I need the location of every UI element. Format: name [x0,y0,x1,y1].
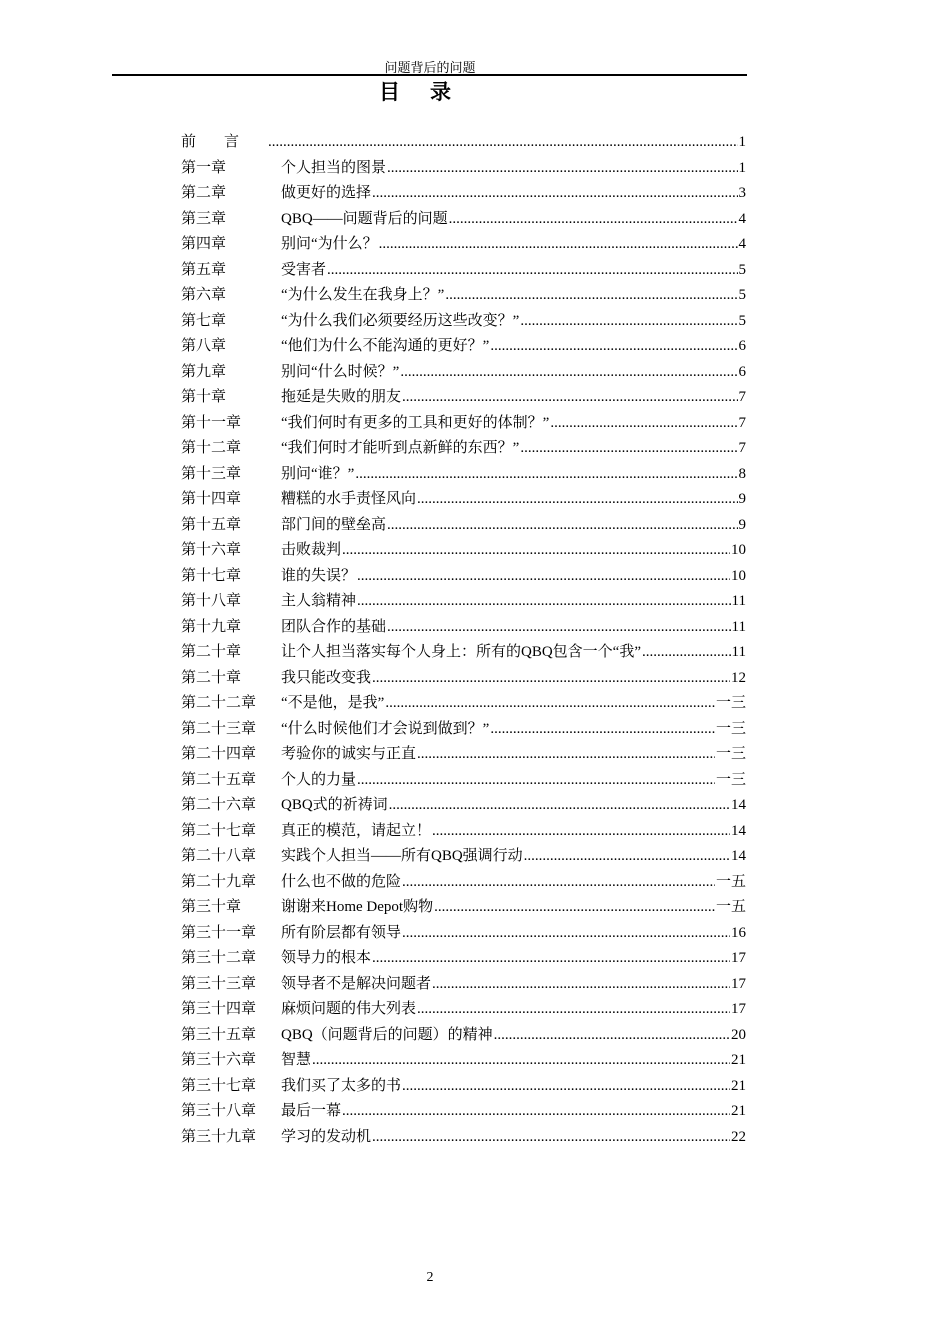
dot-leader [432,972,730,998]
toc-entry-title: 拖延是失败的朋友 [281,389,402,405]
toc-entry[interactable] [181,1074,746,1100]
toc-page-number: 21 [731,1103,746,1119]
toc-entry-title: “为什么发生在我身上？” [281,287,445,303]
toc-entry[interactable] [181,360,746,386]
toc-entry-title: 做更好的选择 [281,185,372,201]
toc-entry[interactable] [181,513,746,539]
dot-leader [417,487,737,513]
toc-chapter-label: 第三十三章 [181,975,257,992]
dot-leader [372,1125,730,1151]
toc-page-number: 5 [738,312,746,329]
toc-page-number: 9 [738,516,746,533]
dot-leader [524,844,730,870]
dot-leader [402,1074,730,1100]
toc-heading: 目录 [379,80,481,104]
toc-chapter-label: 第二十章 [181,669,242,686]
toc-chapter-label: 第三十八章 [181,1103,257,1119]
toc-page-number: 8 [738,465,746,482]
toc-chapter-label: 第十八章 [181,593,242,609]
toc-page-number: 17 [731,950,746,966]
dot-leader [449,207,738,233]
toc-entry-title: 个人的力量 [281,771,357,788]
toc-entry-title: 团队合作的基础 [281,618,387,635]
toc-chapter-label: 第二十三章 [181,720,257,737]
toc-chapter-label: 第三十六章 [181,1052,257,1068]
toc-page-number: 17 [731,975,746,992]
toc-chapter-label: 第三十九章 [181,1128,257,1145]
dot-leader [387,156,737,182]
toc-chapter-label: 第十五章 [181,516,242,533]
toc-page-number: 14 [731,848,746,864]
toc-entry-title: 部门间的壁垒高 [281,516,387,533]
toc-chapter-label: 第二十章 [181,644,242,660]
toc-chapter-label: 第十七章 [181,567,242,584]
toc-entry[interactable] [181,870,746,896]
toc-entry[interactable] [181,538,746,564]
toc-chapter-label: 第十章 [181,389,227,405]
dot-leader [372,946,730,972]
toc-entry[interactable] [181,411,746,437]
toc-entry[interactable] [181,1023,746,1049]
toc-page-number: 1 [738,159,746,176]
toc-entry[interactable] [181,436,746,462]
toc-entry[interactable] [181,972,746,998]
dot-leader [494,1023,730,1049]
toc-entry[interactable] [181,768,746,794]
toc-entry-title: 主人翁精神 [281,593,357,609]
toc-entry[interactable] [181,997,746,1023]
toc-chapter-label: 第三十二章 [181,950,257,966]
toc-page-number: 16 [731,924,746,941]
toc-entry-title: 别问“为什么？ [281,236,378,252]
toc-entry[interactable] [181,487,746,513]
toc-page-number: 21 [731,1052,746,1068]
toc-entry[interactable] [181,283,746,309]
toc-chapter-label: 第十二章 [181,440,242,456]
toc-entry-title: 真正的模范，请起立！ [281,822,432,839]
toc-page-number: 12 [731,669,746,686]
toc-entry[interactable] [181,462,746,488]
toc-entry[interactable] [181,946,746,972]
toc-chapter-label: 第二十九章 [181,873,257,890]
toc-chapter-label: 第二章 [181,185,227,201]
toc-entry-title: 考验你的诚实与正直 [281,746,417,762]
toc-chapter-label: 第二十五章 [181,771,257,788]
toc-chapter-label: 第二十七章 [181,822,257,839]
toc-chapter-label: 第三十五章 [181,1026,257,1043]
dot-leader [490,717,715,743]
toc-chapter-label: 第二十八章 [181,848,257,864]
toc-entry-title: 学习的发动机 [281,1128,372,1145]
toc-entry-title: 实践个人担当——所有QBQ强调行动 [281,848,523,864]
dot-leader [379,232,738,258]
running-header: 问题背后的问题 [384,60,476,75]
toc-page-number: 1 [738,134,746,150]
toc-page-number: 一三 [715,771,746,788]
toc-chapter-label: 第二十六章 [181,797,257,813]
toc-entry[interactable] [181,334,746,360]
toc-entry[interactable] [181,895,746,921]
toc-entry-title: 最后一幕 [281,1103,342,1119]
toc-chapter-label: 第十六章 [181,542,242,558]
toc-chapter-label: 第一章 [181,159,227,176]
toc-chapter-label: 第六章 [181,287,227,303]
dot-leader [432,819,730,845]
toc-page-number: 5 [738,287,746,303]
toc-entry[interactable] [181,691,746,717]
dot-leader [387,513,737,539]
toc-entry-title: “不是他，是我” [281,695,385,711]
dot-leader [385,691,715,717]
dot-leader [490,334,737,360]
toc-entry-title: 糟糕的水手责怪风向 [281,491,417,507]
toc-page-number: 一三 [715,695,746,711]
dot-leader [327,258,737,284]
toc-chapter-label: 第三十四章 [181,1001,257,1017]
toc-entry-title: QBQ——问题背后的问题 [281,210,448,227]
toc-entry-title: 个人担当的图景 [281,159,387,176]
toc-entry-title: 我们买了太多的书 [281,1077,402,1094]
toc-entry-title: 受害者 [281,261,327,278]
toc-entry[interactable] [181,207,746,233]
toc-page-number: 9 [738,491,746,507]
toc-chapter-label: 前言 [181,134,268,150]
dot-leader [402,385,737,411]
toc-entry[interactable] [181,1099,746,1125]
toc-page-number: 11 [731,644,746,660]
toc-entry[interactable] [181,615,746,641]
dot-leader [520,436,737,462]
toc-entry[interactable] [181,666,746,692]
dot-leader [445,283,737,309]
toc-entry[interactable] [181,589,746,615]
dot-leader [268,130,737,156]
toc-entry-title: 我只能改变我 [281,669,372,686]
toc-entry[interactable] [181,742,746,768]
toc-entry-title: 什么也不做的危险 [281,873,402,890]
toc-page-number: 14 [731,797,746,813]
dot-leader [389,793,730,819]
dot-leader [417,742,715,768]
dot-leader [357,768,715,794]
dot-leader [342,538,730,564]
toc-page-number: 11 [731,593,746,609]
toc-entry[interactable] [181,844,746,870]
toc-chapter-label: 第十九章 [181,618,242,635]
toc-entry[interactable] [181,385,746,411]
toc-page-number: 6 [738,338,746,354]
toc-page-number: 20 [731,1026,746,1043]
toc-page-number: 5 [738,261,746,278]
toc-entry-title: “什么时候他们才会说到做到？” [281,720,490,737]
toc-page-number: 一三 [715,720,746,737]
toc-entry[interactable] [181,1125,746,1151]
toc-entry-title: 领导力的根本 [281,950,372,966]
toc-entry[interactable] [181,1048,746,1074]
toc-page-number: 7 [738,440,746,456]
dot-leader [312,1048,730,1074]
toc-chapter-label: 第九章 [181,363,227,380]
toc-chapter-label: 第八章 [181,338,227,354]
toc-entry-title: 别问“什么时候？” [281,363,400,380]
toc-page-number: 10 [731,567,746,584]
toc-page-number: 21 [731,1077,746,1094]
toc-chapter-label: 第三十七章 [181,1077,257,1094]
toc-page-number: 7 [738,414,746,431]
toc-entry-title: QBQ式的祈祷词 [281,797,388,813]
toc-page-number: 7 [738,389,746,405]
table-of-contents [181,130,746,1150]
toc-chapter-label: 第三十章 [181,899,242,915]
toc-entry[interactable] [181,793,746,819]
toc-entry[interactable] [181,819,746,845]
page-number: 2 [426,1270,434,1285]
toc-page-number: 6 [738,363,746,380]
toc-chapter-label: 第十一章 [181,414,242,431]
toc-page-number: 4 [738,210,746,227]
dot-leader [387,615,731,641]
toc-page-number: 17 [731,1001,746,1017]
dot-leader [402,870,715,896]
toc-entry-title: QBQ（问题背后的问题）的精神 [281,1026,493,1043]
toc-entry[interactable] [181,258,746,284]
toc-entry-title: 智慧 [281,1052,312,1068]
toc-page-number: 14 [731,822,746,839]
toc-chapter-label: 第二十四章 [181,746,257,762]
toc-entry-title: 谢谢来Home Depot购物 [281,899,434,915]
dot-leader [400,360,737,386]
dot-leader [355,462,737,488]
dot-leader [342,1099,730,1125]
toc-page-number: 22 [731,1128,746,1145]
toc-entry-title: 让个人担当落实每个人身上：所有的QBQ包含一个“我” [281,644,641,660]
toc-page-number: 一三 [715,746,746,762]
toc-chapter-label: 第三章 [181,210,227,227]
dot-leader [372,666,730,692]
toc-entry[interactable] [181,181,746,207]
toc-entry[interactable] [181,309,746,335]
toc-entry[interactable] [181,921,746,947]
toc-entry-title: 所有阶层都有领导 [281,924,402,941]
dot-leader [520,309,737,335]
toc-entry[interactable] [181,232,746,258]
toc-page-number: 一五 [715,873,746,890]
toc-chapter-label: 第三十一章 [181,924,257,941]
toc-page-number: 4 [738,236,746,252]
toc-entry[interactable] [181,564,746,590]
toc-entry-title: “我们何时才能听到点新鲜的东西？” [281,440,520,456]
toc-page-number: 3 [738,185,746,201]
toc-entry-title: 麻烦问题的伟大列表 [281,1001,417,1017]
toc-entry-title: 击败裁判 [281,542,342,558]
toc-page-number: 10 [731,542,746,558]
toc-page-number: 一五 [715,899,746,915]
toc-chapter-label: 第二十二章 [181,695,257,711]
dot-leader [642,640,731,666]
dot-leader [550,411,737,437]
toc-chapter-label: 第十四章 [181,491,242,507]
toc-entry-title: “我们何时有更多的工具和更好的体制？” [281,414,550,431]
toc-entry[interactable] [181,156,746,182]
toc-entry-title: 别问“谁？” [281,465,355,482]
dot-leader [434,895,715,921]
dot-leader [372,181,737,207]
toc-page-number: 11 [731,618,746,635]
toc-entry-title: 领导者不是解决问题者 [281,975,432,992]
dot-leader [357,589,731,615]
toc-entry-title: “为什么我们必须要经历这些改变？” [281,312,520,329]
dot-leader [402,921,730,947]
toc-chapter-label: 第十三章 [181,465,242,482]
toc-entry-title: 谁的失误？ [281,567,357,584]
toc-chapter-label: 第五章 [181,261,227,278]
toc-entry-title: “他们为什么不能沟通的更好？” [281,338,490,354]
dot-leader [357,564,730,590]
toc-entry[interactable] [181,717,746,743]
toc-entry[interactable] [181,130,746,156]
toc-chapter-label: 第四章 [181,236,227,252]
toc-chapter-label: 第七章 [181,312,227,329]
dot-leader [417,997,730,1023]
toc-entry[interactable] [181,640,746,666]
